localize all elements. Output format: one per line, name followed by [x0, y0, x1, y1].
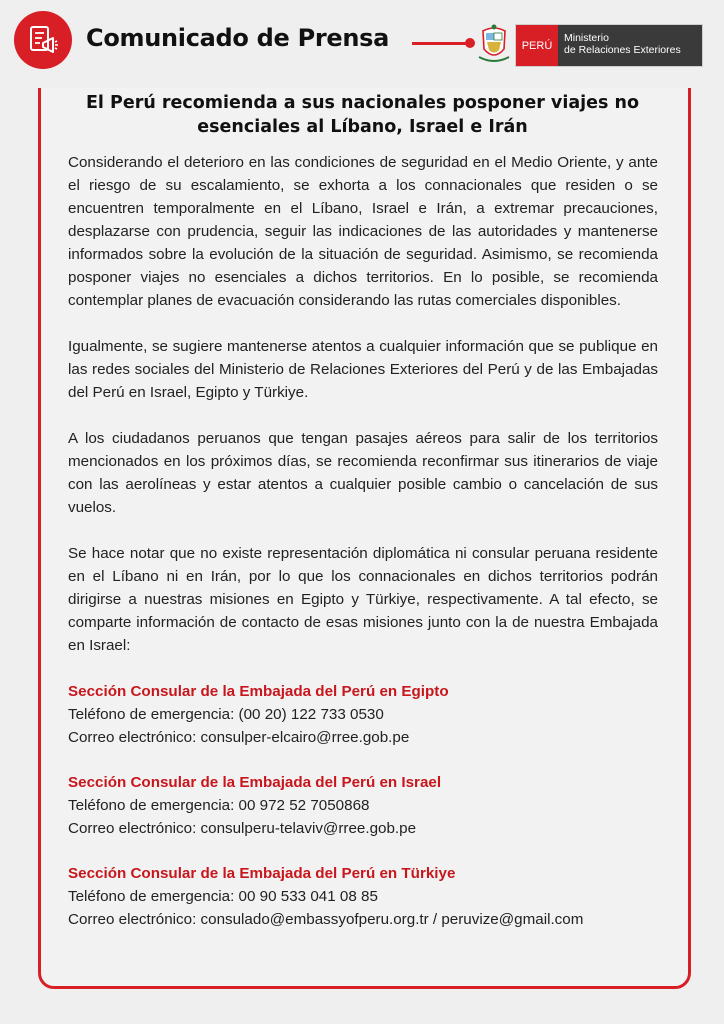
ministry-banner	[516, 25, 702, 66]
title-divider-dot	[465, 38, 475, 48]
contact-phone: Teléfono de emergencia: 00 972 52 7050868	[68, 797, 370, 814]
contact-block-egypt	[68, 680, 658, 749]
paragraph: A los ciudadanos peruanos que tengan pasajes aéreos para salir de los territorios mencionados en los próximos días, se recomienda reconfirmar sus itinerarios de viaje con las aerolíneas y estar atentos a cualquier posible cambio o cancelación de sus vuelos.	[68, 430, 658, 516]
title-divider-line	[412, 42, 468, 45]
contact-heading: Sección Consular de la Embajada del Perú en Türkiye	[68, 865, 456, 882]
contact-email[interactable]: Correo electrónico: consulper-elcairo@rree.gob.pe	[68, 729, 410, 746]
headline: El Perú recomienda a sus nacionales posponer viajes no esenciales al Líbano, Israel e Irán	[85, 93, 640, 137]
contact-block-israel	[68, 771, 658, 840]
press-release-title: Comunicado de Prensa	[86, 24, 390, 52]
gov-ministry-line1: Ministerio	[564, 32, 609, 44]
gov-country-label: PERÚ	[516, 25, 558, 66]
gov-ministry-label	[558, 25, 702, 66]
contact-email[interactable]: Correo electrónico: consulado@embassyofperu.org.tr / peruvize@gmail.com	[68, 911, 584, 928]
contact-phone: Teléfono de emergencia: (00 20) 122 733 0530	[68, 706, 384, 723]
paragraph: Se hace notar que no existe representación diplomática ni consular peruana residente en el Líbano ni en Irán, por lo que los connacionales en dichos territorios podrán dirigirse a nuestras misiones en Egipto y Türkiye, respectivamente. A tal efecto, se comparte información de contacto de esas misiones junto con la de nuestra Embajada en Israel:	[68, 545, 658, 654]
paragraph: Considerando el deterioro en las condiciones de seguridad en el Medio Oriente, y ante el riesgo de su escalamiento, se exhorta a los connacionales que residen o se encuentren temporalmente en el Líbano, Israel e Irán, a extremar precauciones, desplazarse con prudencia, seguir las indicaciones de las autoridades y mantenerse informados sobre la evolución de la situación de seguridad. Asimismo, se recomienda posponer viajes no esenciales a dichos territorios. En lo posible, se recomienda contemplar planes de evacuación considerando las rutas comerciales disponibles.	[68, 154, 658, 309]
paragraph: Igualmente, se sugiere mantenerse atentos a cualquier información que se publique en las redes sociales del Ministerio de Relaciones Exteriores del Perú y de las Embajadas del Perú en Israel, Egipto y Türkiye.	[68, 338, 658, 401]
contact-heading: Sección Consular de la Embajada del Perú en Israel	[68, 774, 442, 791]
gov-ministry-line2: de Relaciones Exteriores	[564, 44, 681, 56]
coat-of-arms-icon	[477, 23, 511, 65]
megaphone-document-icon	[14, 11, 72, 69]
contact-email[interactable]: Correo electrónico: consulperu-telaviv@rree.gob.pe	[68, 820, 417, 837]
contact-block-turkiye	[68, 862, 658, 931]
contact-phone: Teléfono de emergencia: 00 90 533 041 08 85	[68, 888, 378, 905]
body-content	[68, 151, 658, 953]
contact-heading: Sección Consular de la Embajada del Perú en Egipto	[68, 683, 449, 700]
